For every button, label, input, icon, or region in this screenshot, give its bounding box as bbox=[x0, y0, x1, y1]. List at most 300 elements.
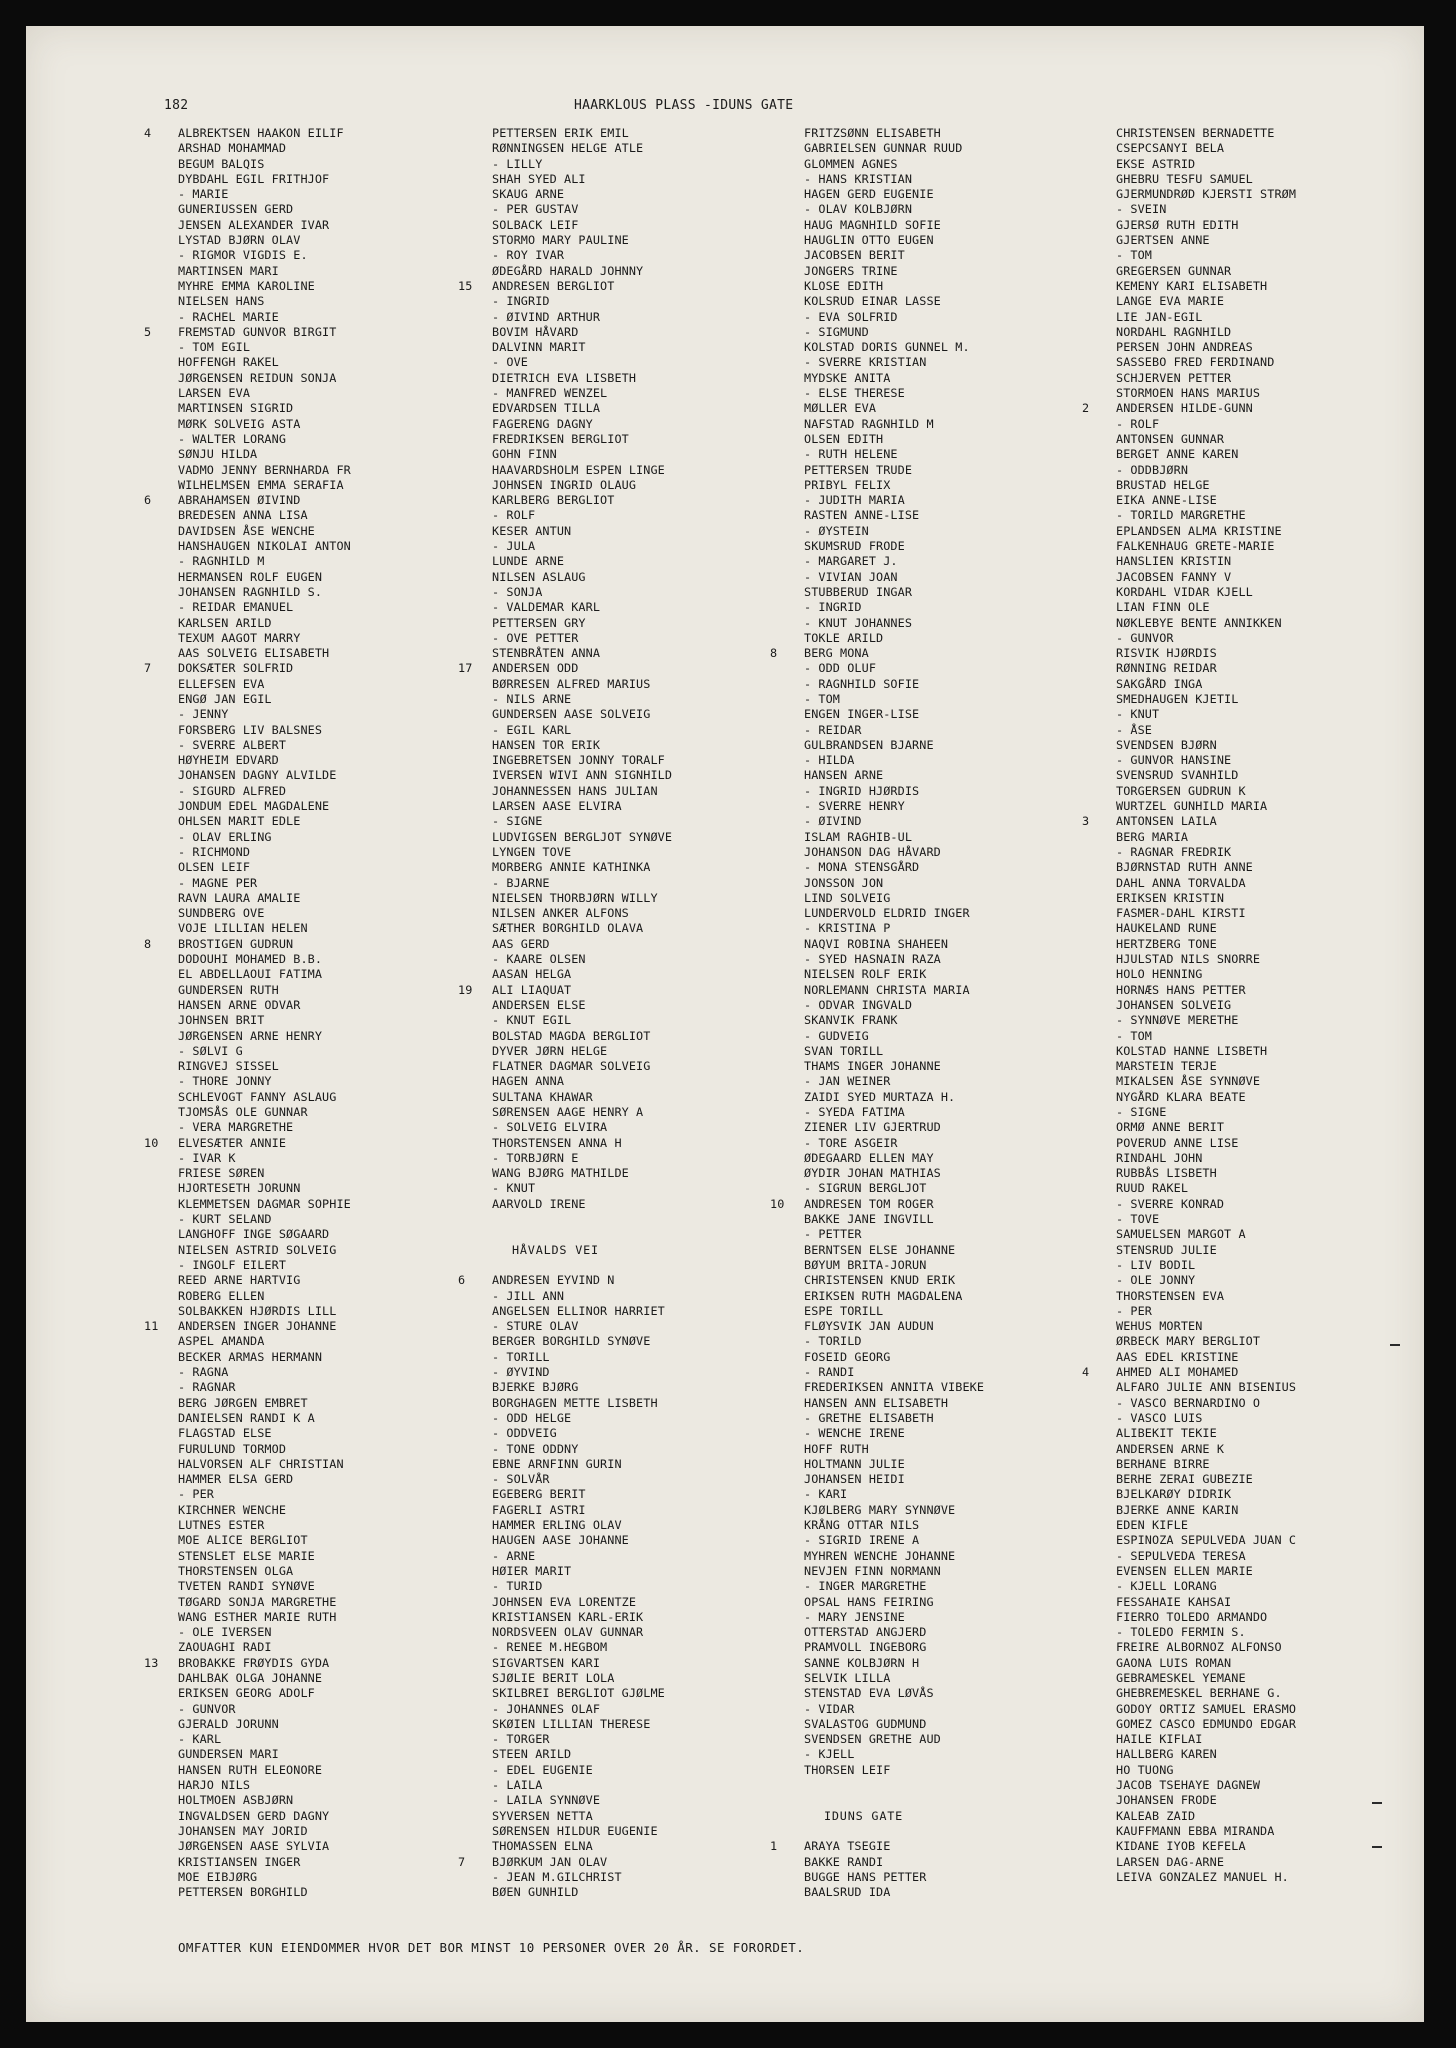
resident-name: - RUTH HELENE bbox=[804, 447, 898, 462]
resident-entry bbox=[770, 1013, 1100, 1028]
resident-name: KARLBERG BERGLIOT bbox=[492, 493, 615, 508]
resident-name: - TOM bbox=[1116, 248, 1153, 263]
resident-name: - ROLF bbox=[492, 508, 536, 523]
resident-entry bbox=[770, 616, 1100, 631]
resident-entry bbox=[1082, 707, 1412, 722]
house-number: 7 bbox=[458, 1854, 466, 1869]
resident-entry bbox=[144, 1640, 474, 1655]
resident-entry bbox=[770, 707, 1100, 722]
resident-entry bbox=[144, 845, 474, 860]
resident-entry bbox=[144, 1105, 474, 1120]
resident-name: - RANDI bbox=[804, 1365, 855, 1380]
resident-entry bbox=[1082, 1074, 1412, 1089]
resident-entry bbox=[770, 983, 1100, 998]
resident-name: - TORBJØRN E bbox=[492, 1150, 579, 1165]
resident-name: BØYUM BRITA-JORUN bbox=[804, 1257, 927, 1272]
resident-entry bbox=[458, 616, 788, 631]
resident-name: ALFARO JULIE ANN BISENIUS bbox=[1116, 1380, 1297, 1395]
resident-entry bbox=[1082, 1227, 1412, 1242]
house-number: 10 bbox=[144, 1135, 159, 1150]
resident-entry bbox=[458, 692, 788, 707]
resident-name: - SONJA bbox=[492, 584, 543, 599]
resident-name: BØRRESEN ALFRED MARIUS bbox=[492, 676, 651, 691]
resident-name: PRAMVOLL INGEBORG bbox=[804, 1640, 927, 1655]
resident-name: LUTNES ESTER bbox=[178, 1518, 265, 1533]
resident-name: BOVIM HÅVARD bbox=[492, 324, 579, 339]
resident-name: HØIER MARIT bbox=[492, 1563, 572, 1578]
resident-entry bbox=[1082, 1197, 1412, 1212]
resident-entry bbox=[458, 860, 788, 875]
resident-entry bbox=[770, 1105, 1100, 1120]
resident-entry bbox=[1082, 1442, 1412, 1457]
resident-entry bbox=[770, 814, 1100, 829]
resident-entry bbox=[1082, 1625, 1412, 1640]
resident-name: HALLBERG KAREN bbox=[1116, 1747, 1217, 1762]
resident-entry bbox=[770, 1258, 1100, 1273]
resident-entry bbox=[144, 1809, 474, 1824]
resident-name: - INGRID bbox=[804, 600, 862, 615]
resident-name: FRITZSØNN ELISABETH bbox=[804, 126, 941, 140]
resident-name: DANIELSEN RANDI K A bbox=[178, 1410, 315, 1425]
resident-entry bbox=[1082, 1472, 1412, 1487]
resident-entry bbox=[144, 830, 474, 845]
resident-entry bbox=[770, 524, 1100, 539]
resident-name: - VERA MARGRETHE bbox=[178, 1120, 294, 1135]
resident-name: THORSTENSEN OLGA bbox=[178, 1563, 294, 1578]
resident-entry bbox=[144, 1197, 474, 1212]
resident-entry bbox=[1082, 860, 1412, 875]
resident-entry bbox=[1082, 1181, 1412, 1196]
resident-name: - OLE JONNY bbox=[1116, 1273, 1196, 1288]
resident-entry bbox=[458, 386, 788, 401]
resident-name: LIE JAN-EGIL bbox=[1116, 309, 1203, 324]
resident-entry bbox=[1082, 1824, 1412, 1839]
house-number-entry bbox=[144, 1319, 474, 1334]
resident-entry bbox=[1082, 830, 1412, 845]
resident-entry bbox=[458, 1411, 788, 1426]
resident-name: THORSTENSEN ANNA H bbox=[492, 1135, 622, 1150]
resident-entry bbox=[770, 1350, 1100, 1365]
resident-entry bbox=[144, 187, 474, 202]
resident-entry bbox=[144, 1732, 474, 1747]
resident-name: - ODDBJØRN bbox=[1116, 462, 1189, 477]
resident-name: BROSTIGEN GUDRUN bbox=[178, 936, 294, 951]
resident-entry bbox=[770, 1289, 1100, 1304]
resident-name: FAGERLI ASTRI bbox=[492, 1502, 586, 1517]
resident-name: - KAARE OLSEN bbox=[492, 952, 586, 967]
resident-entry bbox=[144, 355, 474, 370]
resident-entry bbox=[144, 738, 474, 753]
resident-name: GJERSØ RUTH EDITH bbox=[1116, 217, 1239, 232]
resident-name: - ØYSTEIN bbox=[804, 523, 869, 538]
resident-entry bbox=[458, 478, 788, 493]
resident-name: ORMØ ANNE BERIT bbox=[1116, 1120, 1225, 1135]
resident-name: DYBDAHL EGIL FRITHJOF bbox=[178, 171, 330, 186]
resident-entry bbox=[458, 524, 788, 539]
resident-entry bbox=[1082, 983, 1412, 998]
resident-name: JOHANSEN FRODE bbox=[1116, 1793, 1217, 1808]
resident-name: NØKLEBYE BENTE ANNIKKEN bbox=[1116, 615, 1282, 630]
resident-name: ESPE TORILL bbox=[804, 1303, 884, 1318]
resident-name: HOFFENGH RAKEL bbox=[178, 355, 279, 370]
resident-name: - VASCO LUIS bbox=[1116, 1410, 1203, 1425]
resident-entry bbox=[144, 447, 474, 462]
resident-name: NORDAHL RAGNHILD bbox=[1116, 324, 1232, 339]
resident-entry bbox=[144, 202, 474, 217]
resident-entry bbox=[144, 1579, 474, 1594]
resident-name: - JUDITH MARIA bbox=[804, 493, 905, 508]
resident-name: FASMER-DAHL KIRSTI bbox=[1116, 906, 1246, 921]
resident-entry bbox=[458, 1625, 788, 1640]
resident-name: - KRISTINA P bbox=[804, 921, 891, 936]
resident-name: HANSHAUGEN NIKOLAI ANTON bbox=[178, 539, 351, 554]
resident-entry bbox=[458, 1885, 788, 1900]
resident-entry bbox=[770, 921, 1100, 936]
resident-name: STEEN ARILD bbox=[492, 1747, 572, 1762]
resident-entry bbox=[770, 1472, 1100, 1487]
resident-entry bbox=[458, 1181, 788, 1196]
resident-entry bbox=[770, 1120, 1100, 1135]
resident-name: BJØRNSTAD RUTH ANNE bbox=[1116, 860, 1253, 875]
resident-entry bbox=[1082, 1105, 1412, 1120]
resident-name: - OVE bbox=[492, 355, 529, 370]
resident-entry bbox=[458, 1442, 788, 1457]
resident-name: - ROY IVAR bbox=[492, 248, 565, 263]
resident-name: FALKENHAUG GRETE-MARIE bbox=[1116, 539, 1275, 554]
resident-name: - SIGNE bbox=[492, 814, 543, 829]
resident-entry bbox=[458, 1289, 788, 1304]
resident-name: IVERSEN WIVI ANN SIGNHILD bbox=[492, 768, 673, 783]
resident-entry bbox=[458, 784, 788, 799]
resident-entry bbox=[144, 1273, 474, 1288]
resident-name: ESPINOZA SEPULVEDA JUAN C bbox=[1116, 1533, 1297, 1548]
resident-name: - ØIVIND ARTHUR bbox=[492, 309, 601, 324]
resident-name: - TONE ODDNY bbox=[492, 1441, 579, 1456]
directory-column-3 bbox=[770, 126, 1100, 1900]
resident-entry bbox=[458, 1396, 788, 1411]
resident-entry bbox=[144, 524, 474, 539]
resident-entry bbox=[144, 1533, 474, 1548]
resident-name: MØLLER EVA bbox=[804, 401, 877, 416]
resident-entry bbox=[458, 463, 788, 478]
footer-note: OMFATTER KUN EIENDOMMER HVOR DET BOR MINST 10 PERSONER OVER 20 ÅR. SE FORORDET. bbox=[178, 1940, 805, 1955]
resident-name: LUNDERVOLD ELDRID INGER bbox=[804, 906, 970, 921]
resident-entry bbox=[144, 1625, 474, 1640]
house-number: 2 bbox=[1082, 401, 1090, 416]
resident-entry bbox=[1082, 539, 1412, 554]
resident-entry bbox=[770, 1549, 1100, 1564]
resident-entry bbox=[1082, 1793, 1412, 1808]
resident-entry bbox=[458, 1197, 788, 1212]
resident-entry bbox=[770, 1074, 1100, 1089]
resident-entry bbox=[770, 1640, 1100, 1655]
resident-name: SAMUELSEN MARGOT A bbox=[1116, 1227, 1246, 1242]
resident-entry bbox=[1082, 1289, 1412, 1304]
resident-name: FESSAHAIE KAHSAI bbox=[1116, 1594, 1232, 1609]
resident-name: - LAILA SYNNØVE bbox=[492, 1793, 601, 1808]
resident-entry bbox=[1082, 998, 1412, 1013]
resident-entry bbox=[770, 1717, 1100, 1732]
resident-name: SÆTHER BORGHILD OLAVA bbox=[492, 921, 644, 936]
resident-entry bbox=[770, 1442, 1100, 1457]
house-number: 15 bbox=[458, 278, 473, 293]
resident-entry bbox=[144, 157, 474, 172]
margin-mark bbox=[1372, 1846, 1382, 1848]
resident-name: EPLANDSEN ALMA KRISTINE bbox=[1116, 523, 1282, 538]
resident-entry bbox=[1082, 355, 1412, 370]
resident-name: GJERTSEN ANNE bbox=[1116, 233, 1210, 248]
resident-entry bbox=[144, 967, 474, 982]
resident-name: CSEPCSANYI BELA bbox=[1116, 141, 1225, 156]
resident-entry bbox=[770, 661, 1100, 676]
resident-name: - MARGARET J. bbox=[804, 554, 898, 569]
resident-entry bbox=[770, 738, 1100, 753]
resident-name: - TORILD MARGRETHE bbox=[1116, 508, 1246, 523]
house-number: 11 bbox=[144, 1319, 159, 1334]
resident-name: WILHELMSEN EMMA SERAFIA bbox=[178, 477, 344, 492]
resident-entry bbox=[458, 876, 788, 891]
resident-entry bbox=[144, 1396, 474, 1411]
resident-entry bbox=[770, 692, 1100, 707]
resident-name: INGEBRETSEN JONNY TORALF bbox=[492, 753, 665, 768]
resident-name: - PETTER bbox=[804, 1227, 862, 1242]
resident-entry bbox=[144, 1074, 474, 1089]
resident-entry bbox=[770, 830, 1100, 845]
resident-name: MARTINSEN SIGRID bbox=[178, 401, 294, 416]
resident-entry bbox=[458, 1610, 788, 1625]
resident-name: - ØYVIND bbox=[492, 1365, 550, 1380]
resident-entry bbox=[770, 1411, 1100, 1426]
resident-entry bbox=[1082, 1090, 1412, 1105]
resident-entry bbox=[1082, 126, 1412, 141]
resident-name: NAFSTAD RAGNHILD M bbox=[804, 416, 934, 431]
resident-name: OHLSEN MARIT EDLE bbox=[178, 814, 301, 829]
house-number-entry bbox=[144, 1656, 474, 1671]
resident-entry bbox=[144, 952, 474, 967]
house-number: 4 bbox=[1082, 1365, 1090, 1380]
resident-name: TJOMSÅS OLE GUNNAR bbox=[178, 1105, 308, 1119]
resident-name: HOLTMOEN ASBJØRN bbox=[178, 1793, 294, 1808]
resident-entry bbox=[1082, 921, 1412, 936]
resident-entry bbox=[770, 1090, 1100, 1105]
resident-name: - LIV BODIL bbox=[1116, 1257, 1196, 1272]
resident-name: ØDEGAARD ELLEN MAY bbox=[804, 1150, 934, 1165]
resident-name: FRIESE SØREN bbox=[178, 1166, 265, 1181]
resident-entry bbox=[1082, 876, 1412, 891]
resident-name: KOLSTAD DORIS GUNNEL M. bbox=[804, 340, 970, 355]
resident-entry bbox=[458, 1227, 788, 1242]
resident-name: POVERUD ANNE LISE bbox=[1116, 1135, 1239, 1150]
resident-entry bbox=[1082, 1686, 1412, 1701]
resident-entry bbox=[458, 218, 788, 233]
resident-name: GUNERIUSSEN GERD bbox=[178, 202, 294, 217]
directory-column-1 bbox=[144, 126, 474, 1900]
resident-entry bbox=[458, 1747, 788, 1762]
resident-name: - JAN WEINER bbox=[804, 1074, 891, 1089]
resident-name: - PER GUSTAV bbox=[492, 202, 579, 217]
resident-name: HOLTMANN JULIE bbox=[804, 1456, 905, 1471]
resident-entry bbox=[1082, 768, 1412, 783]
resident-entry bbox=[458, 141, 788, 156]
resident-entry bbox=[144, 707, 474, 722]
resident-name: ANGELSEN ELLINOR HARRIET bbox=[492, 1303, 665, 1318]
resident-name: FLATNER DAGMAR SOLVEIG bbox=[492, 1059, 651, 1074]
resident-entry bbox=[770, 1181, 1100, 1196]
resident-entry bbox=[770, 585, 1100, 600]
resident-name: - TORILL bbox=[492, 1349, 550, 1364]
resident-entry bbox=[458, 1059, 788, 1074]
resident-name: NORLEMANN CHRISTA MARIA bbox=[804, 982, 970, 997]
resident-entry bbox=[770, 218, 1100, 233]
resident-name: SMEDHAUGEN KJETIL bbox=[1116, 691, 1239, 706]
resident-entry bbox=[458, 157, 788, 172]
resident-name: HAILE KIFLAI bbox=[1116, 1732, 1203, 1747]
resident-entry bbox=[458, 799, 788, 814]
resident-name: INGVALDSEN GERD DAGNY bbox=[178, 1808, 330, 1823]
resident-name: ZIENER LIV GJERTRUD bbox=[804, 1120, 941, 1135]
resident-entry bbox=[144, 1671, 474, 1686]
resident-entry bbox=[144, 1426, 474, 1441]
resident-entry bbox=[770, 1885, 1100, 1900]
resident-name: MYHRE EMMA KAROLINE bbox=[178, 278, 315, 293]
resident-entry bbox=[144, 1258, 474, 1273]
house-number: 13 bbox=[144, 1655, 159, 1670]
resident-entry bbox=[770, 600, 1100, 615]
resident-name: EVENSEN ELLEN MARIE bbox=[1116, 1563, 1253, 1578]
house-number-entry bbox=[144, 937, 474, 952]
resident-entry bbox=[770, 768, 1100, 783]
resident-name: SKUMSRUD FRODE bbox=[804, 539, 905, 554]
resident-entry bbox=[144, 1227, 474, 1242]
resident-name: ARAYA TSEGIE bbox=[804, 1839, 891, 1854]
resident-name: HAUG MAGNHILD SOFIE bbox=[804, 217, 941, 232]
resident-name: ZAOUAGHI RADI bbox=[178, 1640, 272, 1655]
resident-entry bbox=[458, 600, 788, 615]
resident-name: ELVESÆTER ANNIE bbox=[178, 1135, 287, 1150]
resident-name: STUBBERUD INGAR bbox=[804, 584, 913, 599]
resident-name: NIELSEN HANS bbox=[178, 294, 265, 309]
resident-name: - ODD HELGE bbox=[492, 1410, 572, 1425]
resident-entry bbox=[1082, 1258, 1412, 1273]
resident-name: - SVEIN bbox=[1116, 202, 1167, 217]
resident-name: - EVA SOLFRID bbox=[804, 309, 898, 324]
house-number-entry bbox=[458, 661, 788, 676]
resident-name: JOHANSEN HEIDI bbox=[804, 1472, 905, 1487]
resident-name: NIELSEN ROLF ERIK bbox=[804, 967, 927, 982]
resident-name: JØRGENSEN AASE SYLVIA bbox=[178, 1839, 330, 1854]
resident-entry bbox=[144, 768, 474, 783]
resident-name: HALVORSEN ALF CHRISTIAN bbox=[178, 1456, 344, 1471]
resident-name: - RAGNAR bbox=[178, 1380, 236, 1395]
resident-name: BAKKE JANE INGVILL bbox=[804, 1212, 934, 1227]
resident-name: - KNUT bbox=[1116, 707, 1160, 722]
resident-name: LEIVA GONZALEZ MANUEL H. bbox=[1116, 1869, 1289, 1884]
resident-entry bbox=[458, 1457, 788, 1472]
resident-entry bbox=[770, 1457, 1100, 1472]
resident-name: HAMMER ELSA GERD bbox=[178, 1472, 294, 1487]
resident-name: - SYEDA FATIMA bbox=[804, 1105, 905, 1119]
resident-entry bbox=[1082, 784, 1412, 799]
resident-entry bbox=[770, 1579, 1100, 1594]
resident-entry bbox=[770, 891, 1100, 906]
resident-name: FREIRE ALBORNOZ ALFONSO bbox=[1116, 1640, 1282, 1655]
resident-entry bbox=[144, 1442, 474, 1457]
resident-name: STORMOEN HANS MARIUS bbox=[1116, 386, 1261, 401]
resident-name: - TORILD bbox=[804, 1334, 862, 1349]
resident-name: SØRENSEN AAGE HENRY A bbox=[492, 1105, 644, 1119]
resident-entry bbox=[770, 1732, 1100, 1747]
resident-name: - RENEE M.HEGBOM bbox=[492, 1640, 608, 1655]
resident-entry bbox=[458, 1824, 788, 1839]
resident-name: MARTINSEN MARI bbox=[178, 263, 279, 278]
resident-entry bbox=[458, 707, 788, 722]
directory-column-2 bbox=[458, 126, 788, 1900]
resident-name: NILSEN ANKER ALFONS bbox=[492, 906, 629, 921]
resident-entry bbox=[458, 1503, 788, 1518]
resident-name: - SYNNØVE MERETHE bbox=[1116, 1013, 1239, 1028]
resident-entry bbox=[770, 1595, 1100, 1610]
resident-entry bbox=[770, 1243, 1100, 1258]
resident-entry bbox=[770, 876, 1100, 891]
resident-entry bbox=[1082, 1732, 1412, 1747]
resident-entry bbox=[1082, 1411, 1412, 1426]
resident-entry bbox=[144, 1549, 474, 1564]
resident-name: BERG JØRGEN EMBRET bbox=[178, 1395, 308, 1410]
resident-name: GLOMMEN AGNES bbox=[804, 156, 898, 171]
resident-entry bbox=[144, 1289, 474, 1304]
page-title: HAARKLOUS PLASS -IDUNS GATE bbox=[574, 98, 794, 113]
resident-name: RUBBÅS LISBETH bbox=[1116, 1166, 1217, 1181]
margin-mark bbox=[1372, 1802, 1382, 1804]
resident-entry bbox=[1082, 172, 1412, 187]
resident-name: MOE ALICE BERGLIOT bbox=[178, 1533, 308, 1548]
house-number: 6 bbox=[144, 493, 152, 508]
resident-entry bbox=[458, 1839, 788, 1854]
house-number-entry bbox=[770, 1197, 1100, 1212]
resident-name: BERHANE BIRRE bbox=[1116, 1456, 1210, 1471]
resident-entry bbox=[1082, 1839, 1412, 1854]
resident-entry bbox=[144, 1365, 474, 1380]
resident-entry bbox=[458, 1212, 788, 1227]
resident-entry bbox=[144, 1686, 474, 1701]
resident-entry bbox=[1082, 1212, 1412, 1227]
resident-name: - INGER MARGRETHE bbox=[804, 1579, 927, 1594]
resident-entry bbox=[458, 1579, 788, 1594]
resident-name: DIETRICH EVA LISBETH bbox=[492, 370, 637, 385]
resident-name: FURULUND TORMOD bbox=[178, 1441, 287, 1456]
resident-name: BJERKE BJØRG bbox=[492, 1380, 579, 1395]
resident-name: SUNDBERG OVE bbox=[178, 906, 265, 921]
resident-name: BUGGE HANS PETTER bbox=[804, 1869, 927, 1884]
resident-entry bbox=[770, 1396, 1100, 1411]
house-number: 8 bbox=[144, 936, 152, 951]
resident-name: BJØRKUM JAN OLAV bbox=[492, 1854, 608, 1869]
resident-entry bbox=[458, 1365, 788, 1380]
resident-name: ANDERSEN ARNE K bbox=[1116, 1441, 1225, 1456]
resident-name: HANSEN RUTH ELEONORE bbox=[178, 1762, 323, 1777]
resident-name: - NILS ARNE bbox=[492, 691, 572, 706]
resident-name: GHEBREMESKEL BERHANE G. bbox=[1116, 1686, 1282, 1701]
resident-entry bbox=[1082, 1380, 1412, 1395]
resident-entry bbox=[144, 1304, 474, 1319]
resident-entry bbox=[770, 340, 1100, 355]
resident-name: MARSTEIN TERJE bbox=[1116, 1059, 1217, 1074]
resident-entry bbox=[144, 1885, 474, 1900]
resident-entry bbox=[770, 264, 1100, 279]
resident-name: SVAN TORILL bbox=[804, 1043, 884, 1058]
resident-name: JOHNSEN BRIT bbox=[178, 1013, 265, 1028]
resident-entry bbox=[770, 493, 1100, 508]
